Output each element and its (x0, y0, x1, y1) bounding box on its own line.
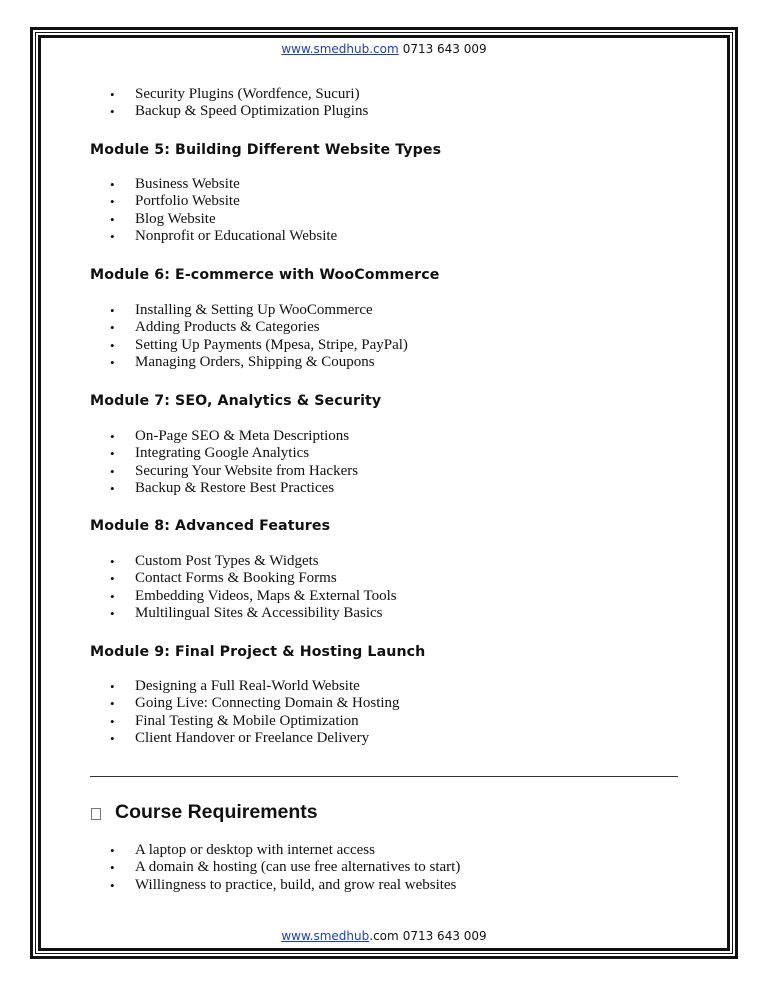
list-item: • Setting Up Payments (Mpesa, Stripe, PayPal) (110, 337, 408, 354)
list-item: • Blog Website (110, 211, 337, 228)
list-item: • Business Website (110, 176, 337, 193)
requirements-title: Course Requirements (115, 801, 318, 823)
list-item: • Client Handover or Freelance Delivery (110, 730, 400, 747)
list-item: • Embedding Videos, Maps & External Tools (110, 588, 397, 605)
list-item: • Security Plugins (Wordfence, Sucuri) (110, 86, 368, 103)
list-item: • Managing Orders, Shipping & Coupons (110, 354, 408, 371)
module-8-title: Module 8: Advanced Features (90, 518, 331, 534)
module-9-list (110, 678, 400, 748)
checkbox-glyph-icon (91, 808, 101, 820)
page-header (0, 42, 768, 56)
module-5-list (110, 176, 337, 246)
list-item: • Nonprofit or Educational Website (110, 228, 337, 245)
requirements-list (110, 842, 460, 894)
intro-list (110, 86, 368, 121)
section-divider (90, 776, 678, 777)
page-footer (0, 929, 768, 943)
header-site-link[interactable]: www.smedhub.com (281, 42, 399, 56)
list-item: • Securing Your Website from Hackers (110, 463, 358, 480)
list-item: • Designing a Full Real-World Website (110, 678, 400, 695)
list-item: • Final Testing & Mobile Optimization (110, 713, 400, 730)
module-9-title: Module 9: Final Project & Hosting Launch (90, 644, 426, 660)
list-item: • Custom Post Types & Widgets (110, 553, 397, 570)
footer-phone: 0713 643 009 (402, 929, 487, 943)
list-item: • Integrating Google Analytics (110, 445, 358, 462)
list-item: • A domain & hosting (can use free alternatives to start) (110, 859, 460, 876)
module-7-title: Module 7: SEO, Analytics & Security (90, 393, 382, 409)
list-item: • Backup & Speed Optimization Plugins (110, 103, 368, 120)
footer-site-suffix: .com (369, 929, 399, 943)
module-5-title: Module 5: Building Different Website Types (90, 142, 442, 158)
list-item: • Installing & Setting Up WooCommerce (110, 302, 408, 319)
header-phone: 0713 643 009 (402, 42, 487, 56)
list-item: • Backup & Restore Best Practices (110, 480, 358, 497)
module-6-list (110, 302, 408, 372)
list-item: • Contact Forms & Booking Forms (110, 570, 397, 587)
list-item: • Portfolio Website (110, 193, 337, 210)
module-6-title: Module 6: E-commerce with WooCommerce (90, 267, 440, 283)
list-item: • Multilingual Sites & Accessibility Basics (110, 605, 397, 622)
module-8-list (110, 553, 397, 623)
list-item: • Willingness to practice, build, and grow real websites (110, 877, 460, 894)
list-item: • A laptop or desktop with internet access (110, 842, 460, 859)
footer-site-link[interactable]: www.smedhub (281, 929, 370, 943)
list-item: • Adding Products & Categories (110, 319, 408, 336)
module-7-list (110, 428, 358, 498)
list-item: • On-Page SEO & Meta Descriptions (110, 428, 358, 445)
list-item: • Going Live: Connecting Domain & Hosting (110, 695, 400, 712)
